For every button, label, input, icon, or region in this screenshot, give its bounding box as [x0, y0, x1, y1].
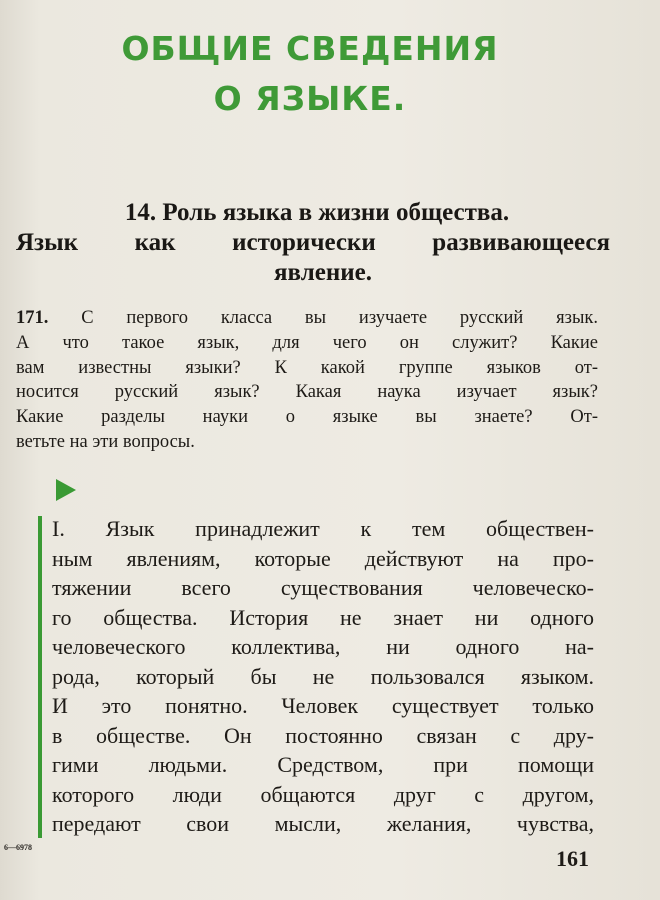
exercise-line-1: [16, 306, 598, 331]
exercise-171: [16, 306, 598, 455]
main-text-line: ным явлениям, которые действуют на про-: [52, 545, 594, 571]
section-heading-line-1: 14. Роль языка в жизни общества.: [124, 199, 510, 226]
exercise-line-2: А что такое язык, для чего он служит? Какие: [16, 332, 598, 353]
chapter-title: [0, 24, 620, 124]
chapter-title-line-2: О ЯЗЫКЕ.: [213, 79, 407, 118]
section-heading: [16, 198, 610, 288]
text-margin-bar: [38, 516, 42, 838]
exercise-line-4: носится русский язык? Какая наука изучает язык?: [16, 382, 598, 403]
print-code: 6—6978: [4, 843, 32, 852]
exercise-number: 171.: [16, 308, 49, 328]
main-text-block: [52, 514, 594, 839]
main-text-line: в обществе. Он постоянно связан с дру-: [52, 722, 594, 748]
page-number: 161: [556, 846, 589, 871]
exercise-line-1-text: С первого класса вы изучаете русский язык.: [81, 308, 599, 328]
main-text-line: рода, который бы не пользовался языком.: [52, 663, 594, 689]
exercise-line-3: вам известны языки? К какой группе языков от-: [16, 357, 598, 378]
play-triangle-icon: [56, 479, 76, 501]
main-text-line: человеческого коллектива, ни одного на-: [52, 634, 594, 659]
main-text-line: тяжении всего существования человеческо-: [52, 575, 594, 600]
main-text-line: гими людьми. Средством, при помощи: [52, 752, 594, 777]
exercise-line-6: ветьте на эти вопросы.: [16, 431, 195, 452]
main-text-line: передают свои мысли, желания, чувства,: [52, 811, 594, 836]
section-heading-line-3: явление.: [274, 259, 372, 286]
main-text-line: И это понятно. Человек существует только: [52, 693, 594, 718]
chapter-title-line-1: ОБЩИЕ СВЕДЕНИЯ: [121, 29, 499, 68]
exercise-line-5: Какие разделы науки о языке вы знаете? От-: [16, 407, 598, 428]
main-text-line: го общества. История не знает ни одного: [52, 604, 594, 630]
section-heading-line-2: Язык как исторически развивающееся: [16, 229, 610, 256]
main-text-line: которого люди общаются друг с другом,: [52, 781, 594, 807]
main-text-line: I. Язык принадлежит к тем обществен-: [52, 516, 594, 541]
